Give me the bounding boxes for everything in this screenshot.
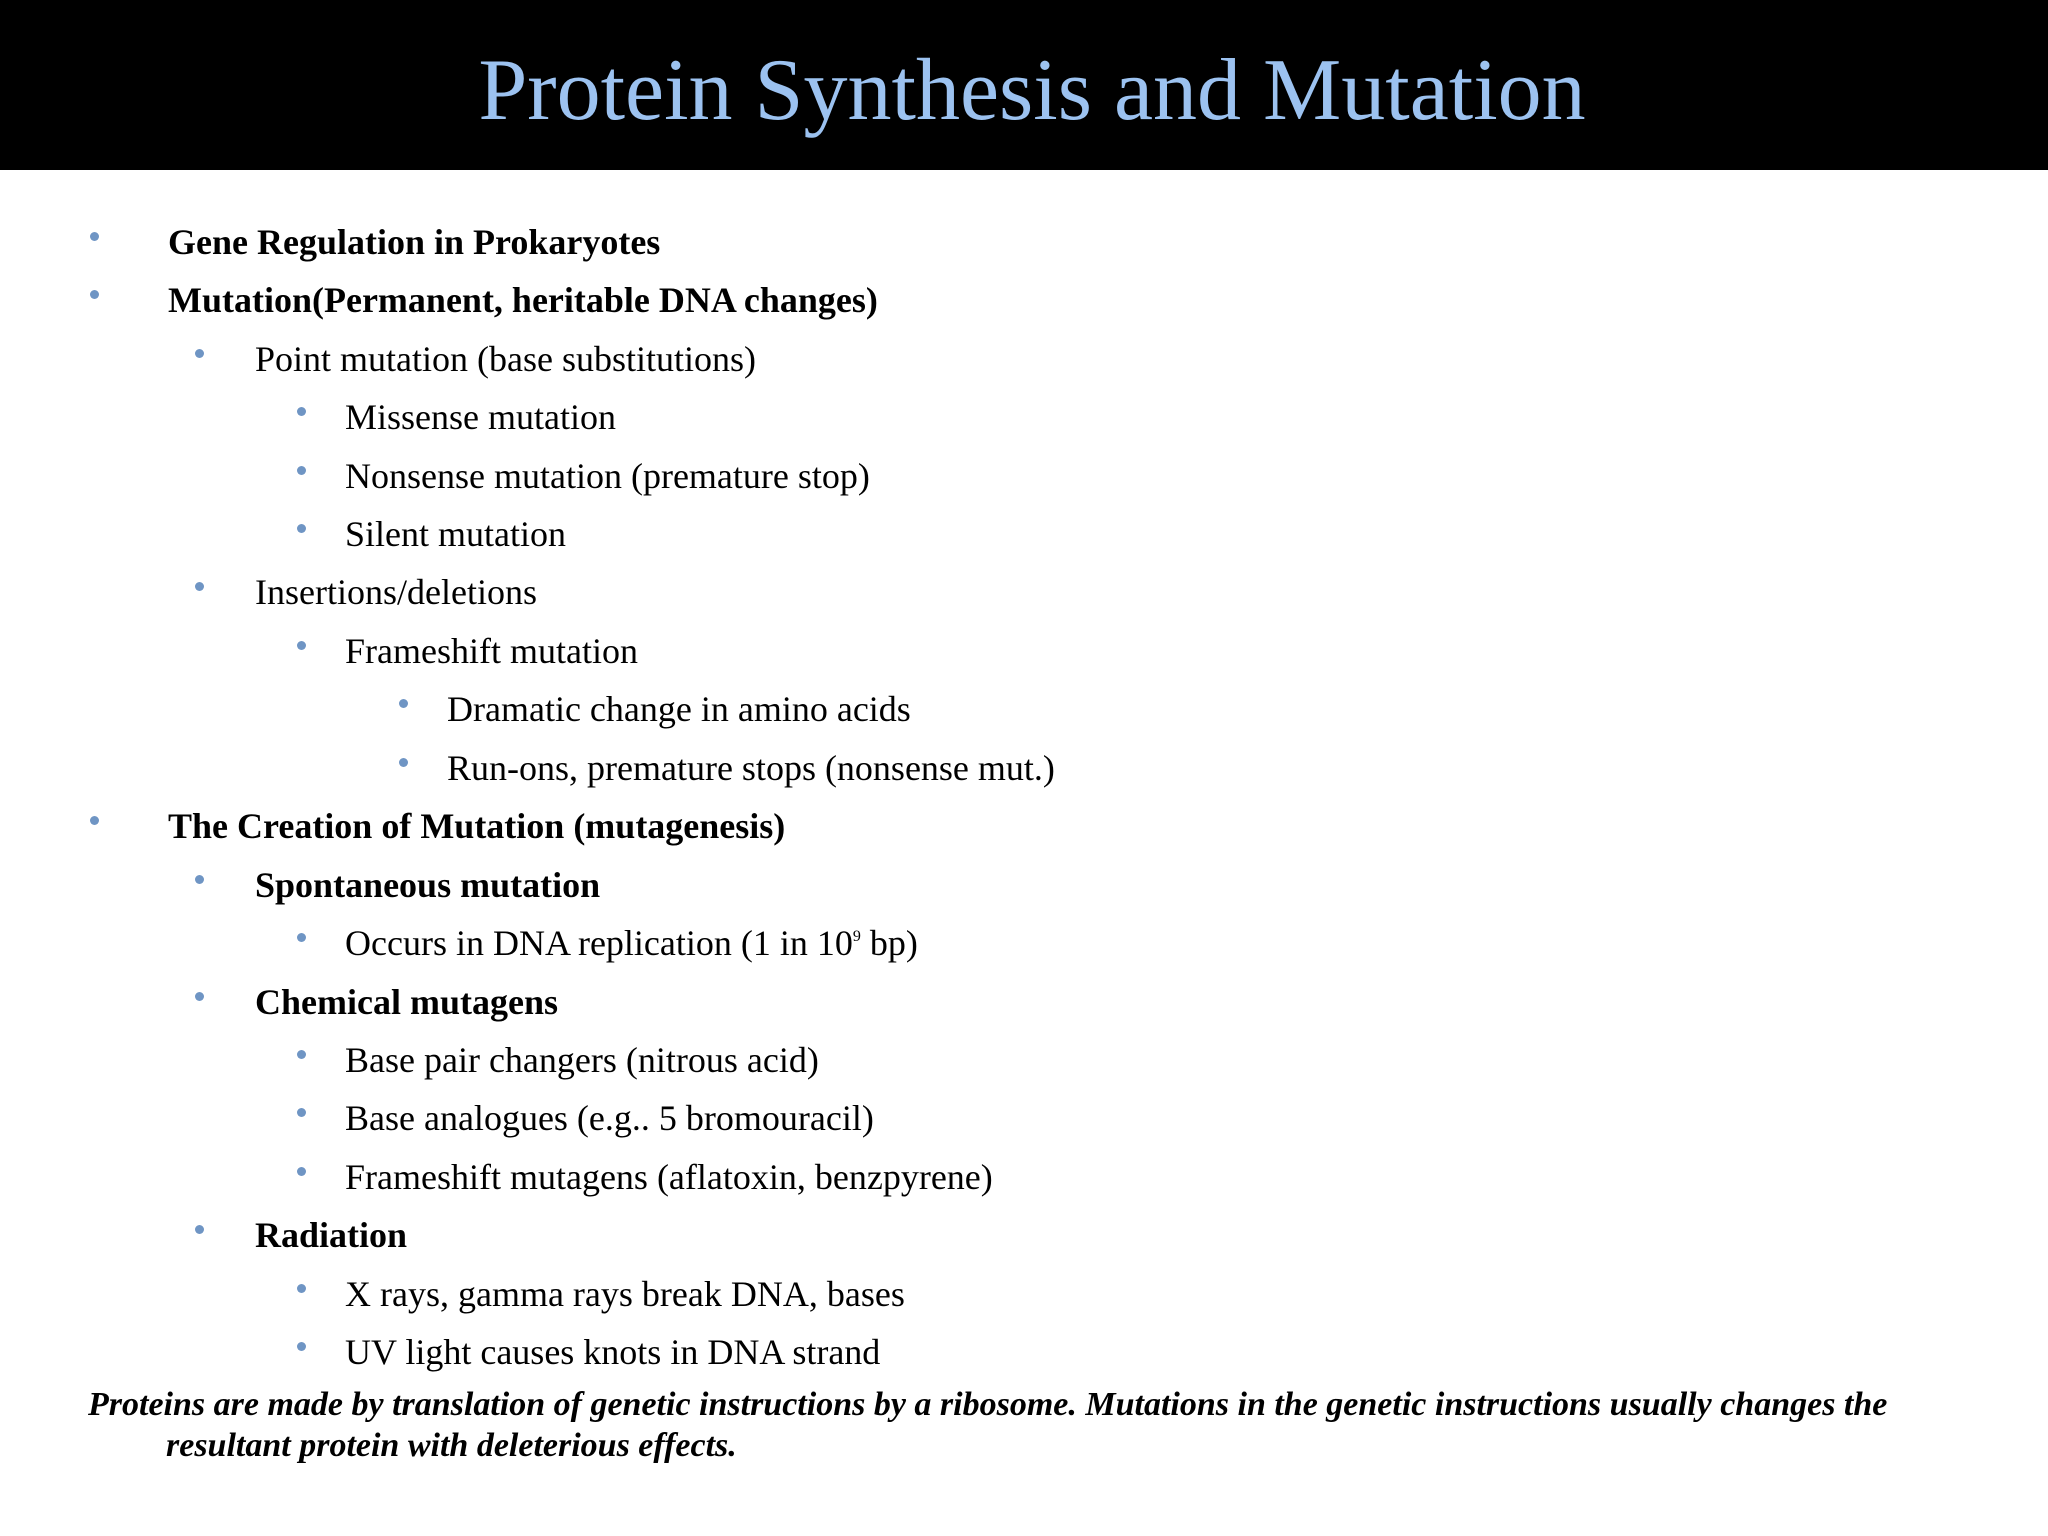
bullet-dot-icon [90,290,99,299]
slide-title: Protein Synthesis and Mutation [478,42,1586,139]
bullet-dot-icon [297,1342,306,1351]
bullet-dot-icon [195,992,204,1001]
bullet-dot-icon [195,349,204,358]
bullet-text: Dramatic change in amino acids [447,689,911,729]
bullet-text: Spontaneous mutation [255,865,601,905]
bullet-dot-icon [297,641,306,650]
bullet-text: Frameshift mutation [345,631,638,671]
bullet-dot-icon [90,816,99,825]
bullet-text-tail: bp) [860,923,918,963]
bullet-text: UV light causes knots in DNA strand [345,1332,881,1372]
bullet-dot-icon [399,758,408,767]
bullet-text: X rays, gamma rays break DNA, bases [345,1274,905,1314]
bullet-text: Base analogues (e.g.. 5 bromouracil) [345,1098,874,1138]
bullet-text [345,923,918,963]
summary-note: Proteins are made by translation of genetic instructions by a ribosome. Mutations in the genetic instructions usually changes the resultant protein with deleterious effects. [88,1386,1888,1464]
bullet-text: Gene Regulation in Prokaryotes [168,222,661,262]
bullet-dot-icon [195,1225,204,1234]
bullet-dot-icon [195,582,204,591]
bullet-dot-icon [297,407,306,416]
bullet-text: Silent mutation [345,514,566,554]
bullet-text: Missense mutation [345,397,616,437]
bullet-dot-icon [399,699,408,708]
bullet-text-main: Occurs in DNA replication (1 in 10 [345,923,853,963]
bullet-text: Point mutation (base substitutions) [255,339,756,379]
bullet-dot-icon [90,232,99,241]
bullet-dot-icon [297,466,306,475]
bullet-text: The Creation of Mutation (mutagenesis) [168,806,786,846]
bullet-text: Run-ons, premature stops (nonsense mut.) [447,748,1055,788]
bullet-text: Insertions/deletions [255,572,537,612]
bullet-dot-icon [195,875,204,884]
bullet-dot-icon [297,1167,306,1176]
exponent: 9 [852,928,861,945]
bullet-text: Chemical mutagens [255,982,558,1022]
bullet-dot-icon [297,1284,306,1293]
bullet-text: Mutation(Permanent, heritable DNA changes) [168,280,878,320]
bullet-text: Frameshift mutagens (aflatoxin, benzpyrene) [345,1157,993,1197]
bullet-text: Radiation [255,1215,408,1255]
bullet-dot-icon [297,524,306,533]
bullet-dot-icon [297,1050,306,1059]
bullet-dot-icon [297,1108,306,1117]
bullet-text: Nonsense mutation (premature stop) [345,456,870,496]
bullet-text: Base pair changers (nitrous acid) [345,1040,819,1080]
bullet-dot-icon [297,933,306,942]
